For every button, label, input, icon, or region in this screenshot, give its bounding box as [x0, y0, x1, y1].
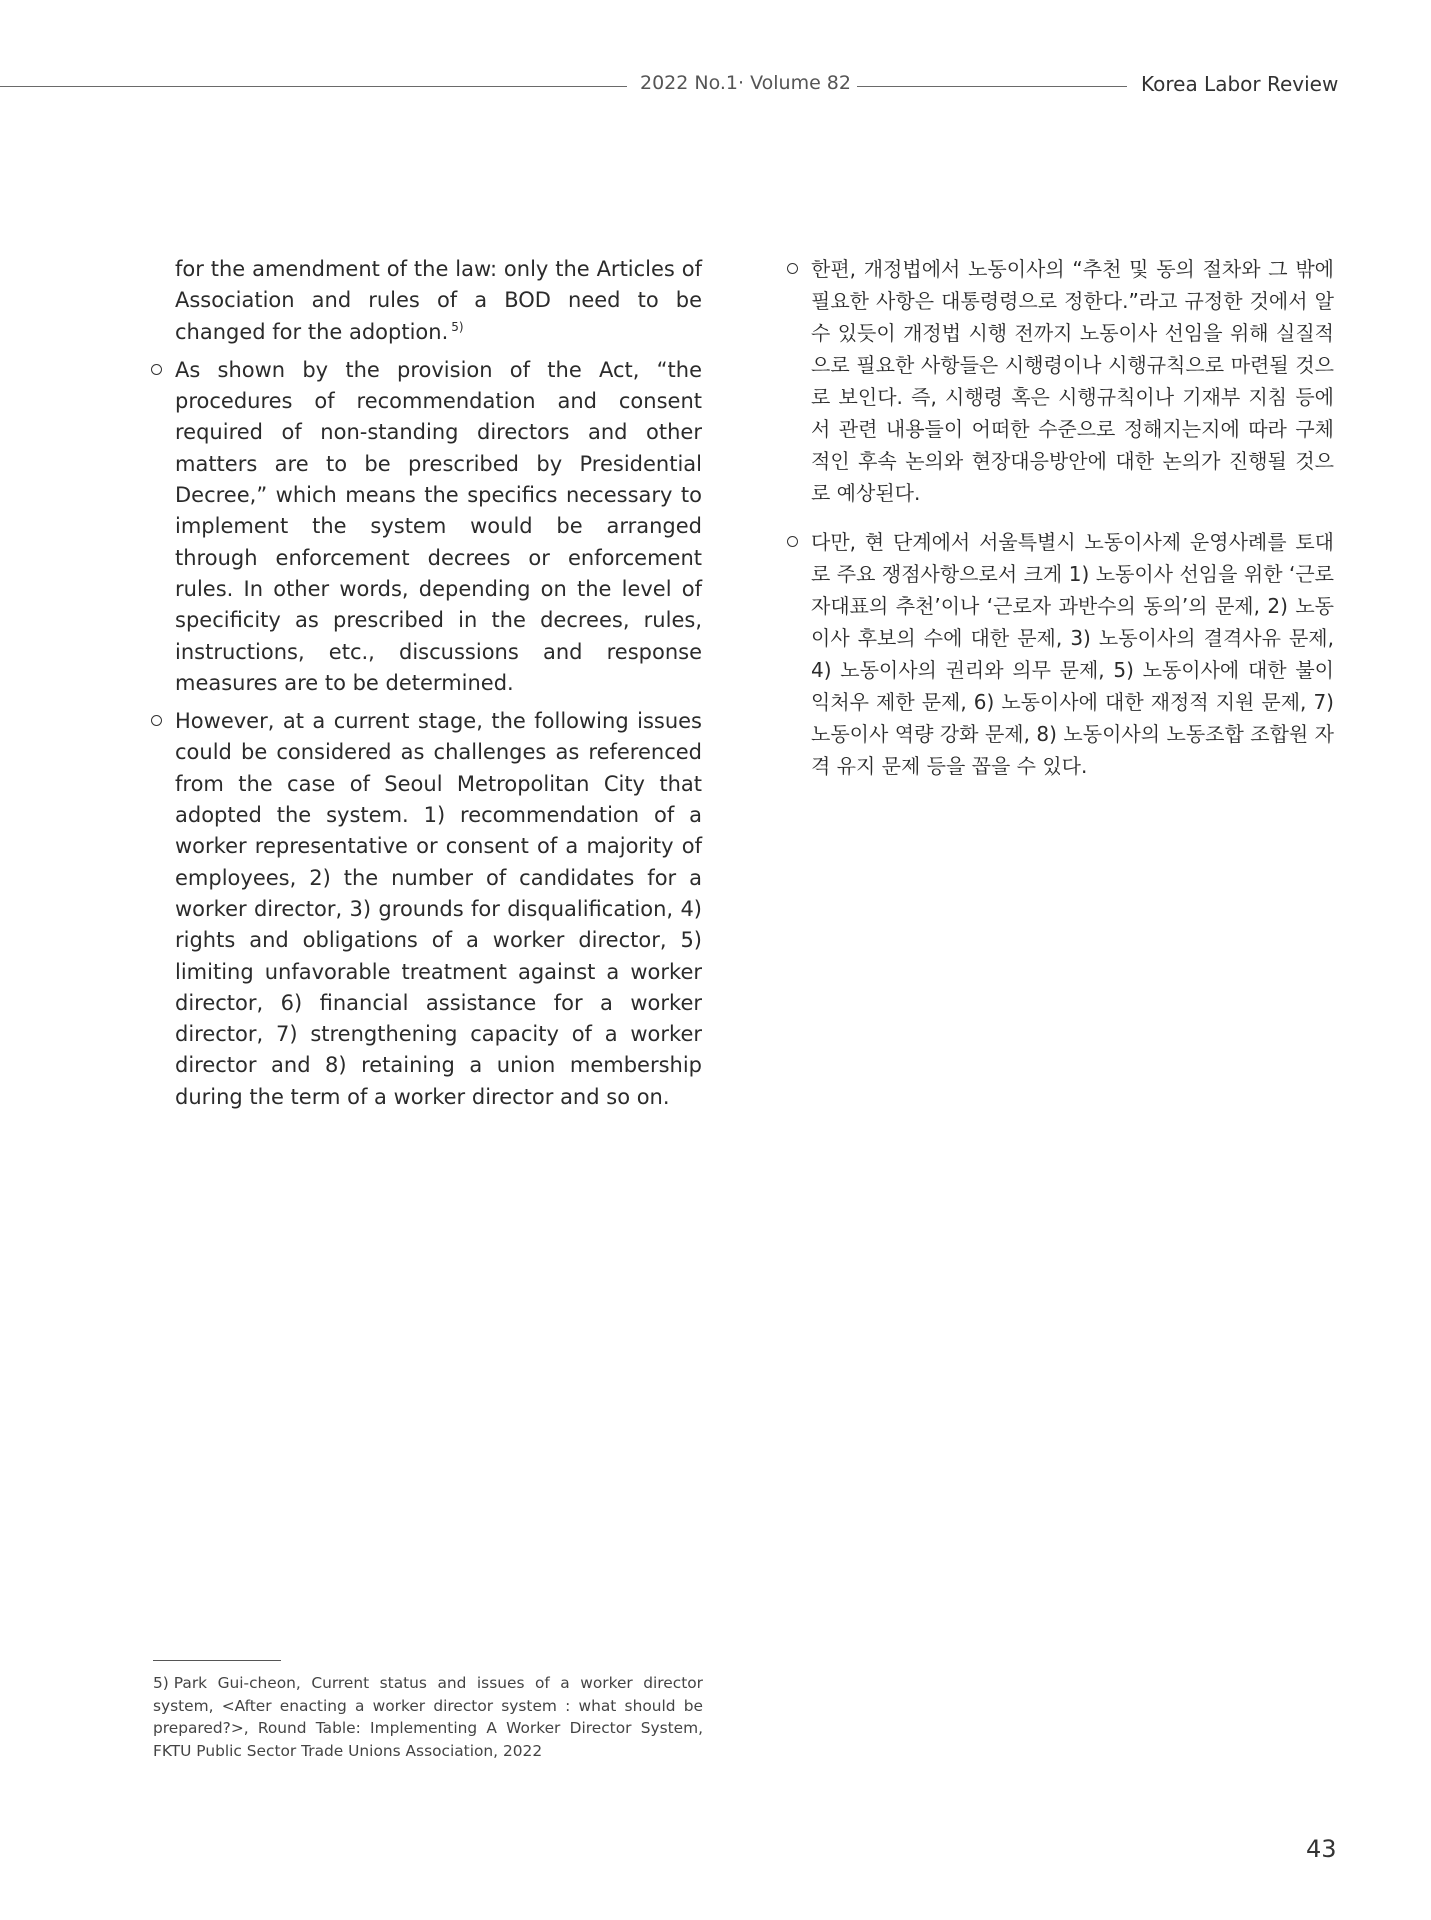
bullet-paragraph — [150, 706, 702, 1113]
journal-title: Korea Labor Review — [1141, 72, 1339, 96]
left-column — [150, 254, 702, 1113]
circle-bullet-icon — [787, 263, 798, 274]
footnote-ref: 5) — [451, 319, 464, 334]
circle-bullet-icon — [151, 364, 162, 375]
header-rule-left — [0, 86, 627, 87]
bullet-text: 다만, 현 단계에서 서울특별시 노동이사제 운영사례를 토대로 주요 쟁점사항으로서 크게 1) 노동이사 선임을 위한 ‘근로자대표의 추천’이나 ‘근로자 과반수의 동의’의 문제, 2) 노동이사 후보의 수에 대한 문제, 3) 노동이사의 결격사유 문제, 4) 노동이사의 권리와 의무 문제, 5) 노동이사에 대한 불이익처우 제한 문제, 6) 노동이사에 대한 재정적 지원 문제, 7) 노동이사 역량 강화 문제, 8) 노동이사의 노동조합 조합원 자격 유지 문제 등을 꼽을 수 있다. — [811, 530, 1334, 778]
footnote-text: Park Gui-cheon, Current status and issues of a worker director system, <After enacting a worker director system : what should be prepared?>, Round Table: Implementing A Worker Director System, FKTU Public Sector Trade Unions Association, 2022 — [153, 1674, 703, 1760]
footnote-number: 5) — [153, 1674, 169, 1692]
circle-bullet-icon — [787, 536, 798, 547]
circle-bullet-icon — [151, 715, 162, 726]
footnote-rule — [153, 1660, 281, 1661]
header-rule-right — [857, 86, 1127, 87]
bullet-paragraph — [786, 526, 1334, 782]
bullet-paragraph — [786, 253, 1334, 509]
bullet-text: As shown by the provision of the Act, “the procedures of recommendation and consent required of non-standing directors and other matters are to be prescribed by Presidential Decree,” which means the specifics necessary to implement the system would be arranged through enforcement decrees or enforcement rules. In other words, depending on the level of specificity as prescribed in the decrees, rules, instructions, etc., discussions and response measures are to be determined. — [175, 357, 702, 695]
continued-text: for the amendment of the law: only the Articles of Association and rules of a BOD need to be changed for the adoption. — [175, 257, 702, 344]
page-number: 43 — [1306, 1835, 1337, 1863]
right-column — [786, 253, 1334, 782]
continued-paragraph — [150, 254, 702, 348]
bullet-text: However, at a current stage, the following issues could be considered as challenges as referenced from the case of Seoul Metropolitan City that adopted the system. 1) recommendation of a worker representative or consent of a majority of employees, 2) the number of candidates for a worker director, 3) grounds for disqualification, 4) rights and obligations of a worker director, 5) limiting unfavorable treatment against a worker director, 6) financial assistance for a worker director, 7) strengthening capacity of a worker director and 8) retaining a union membership during the term of a worker director and so on. — [175, 709, 702, 1109]
footnote — [153, 1672, 703, 1762]
bullet-paragraph — [150, 355, 702, 699]
bullet-text: 한편, 개정법에서 노동이사의 “추천 및 동의 절차와 그 밖에 필요한 사항은 대통령령으로 정한다.”라고 규정한 것에서 알 수 있듯이 개정법 시행 전까지 노동이사 선임을 위해 실질적으로 필요한 사항들은 시행령이나 시행규칙으로 마련될 것으로 보인다. 즉, 시행령 혹은 시행규칙이나 기재부 지침 등에서 관련 내용들이 어떠한 수준으로 정해지는지에 따라 구체적인 후속 논의와 현장대응방안에 대한 논의가 진행될 것으로 예상된다. — [811, 257, 1334, 505]
page-header — [0, 70, 1431, 110]
issue-label: 2022 No.1· Volume 82 — [640, 72, 851, 94]
